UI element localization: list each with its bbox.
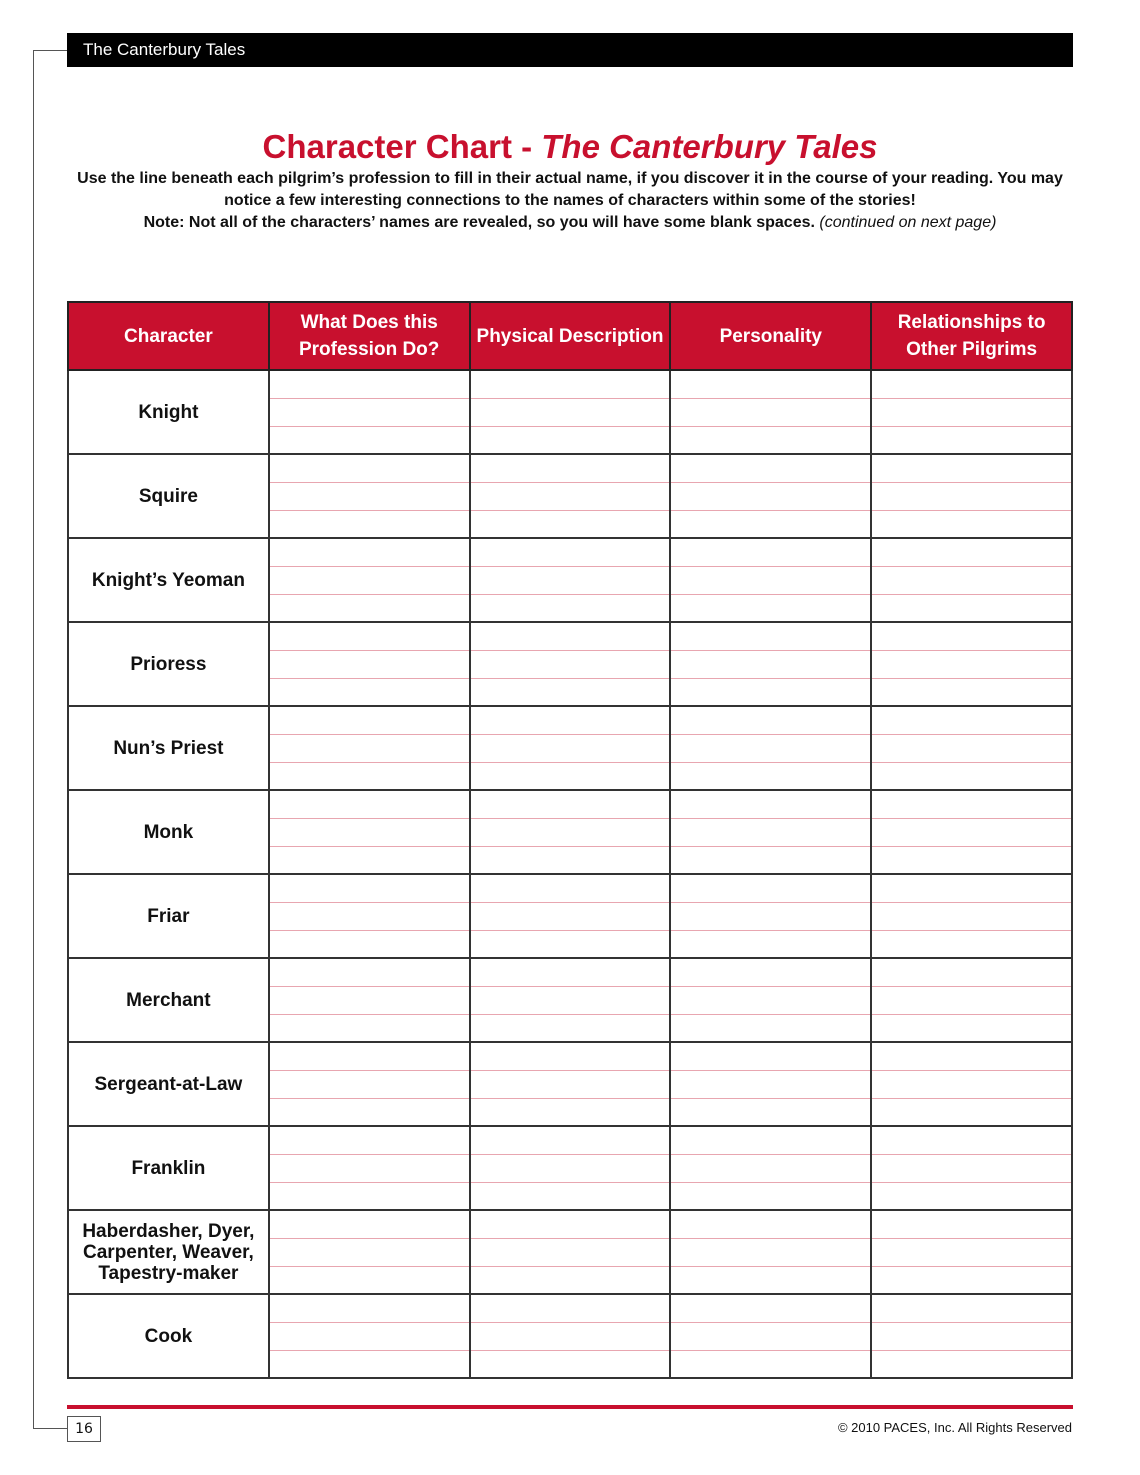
ruled-lines <box>471 1044 670 1124</box>
ruled-lines <box>671 708 870 788</box>
write-in-cell[interactable] <box>470 538 671 622</box>
ruled-lines <box>872 708 1071 788</box>
table-row <box>68 1042 1072 1126</box>
ruled-lines <box>270 1128 469 1208</box>
write-in-cell[interactable] <box>670 1126 871 1210</box>
character-name: Sergeant-at-Law <box>68 1042 269 1126</box>
write-in-cell[interactable] <box>470 958 671 1042</box>
write-in-cell[interactable] <box>670 454 871 538</box>
write-in-cell[interactable] <box>871 454 1072 538</box>
write-in-cell[interactable] <box>269 1210 470 1294</box>
ruled-lines <box>471 540 670 620</box>
ruled-lines <box>270 372 469 452</box>
column-header: Character <box>68 302 269 370</box>
write-in-cell[interactable] <box>670 790 871 874</box>
write-in-cell[interactable] <box>670 1042 871 1126</box>
ruled-lines <box>872 876 1071 956</box>
write-in-cell[interactable] <box>670 370 871 454</box>
ruled-lines <box>471 624 670 704</box>
write-in-cell[interactable] <box>470 454 671 538</box>
character-name: Squire <box>68 454 269 538</box>
write-in-cell[interactable] <box>470 1294 671 1378</box>
ruled-lines <box>671 624 870 704</box>
ruled-lines <box>671 540 870 620</box>
write-in-cell[interactable] <box>871 1042 1072 1126</box>
ruled-lines <box>872 1212 1071 1292</box>
character-name: Nun’s Priest <box>68 706 269 790</box>
ruled-lines <box>872 456 1071 536</box>
ruled-lines <box>270 1212 469 1292</box>
ruled-lines <box>671 372 870 452</box>
character-name: Friar <box>68 874 269 958</box>
table-row <box>68 538 1072 622</box>
ruled-lines <box>471 876 670 956</box>
column-header: Personality <box>670 302 871 370</box>
character-name: Prioress <box>68 622 269 706</box>
ruled-lines <box>270 1296 469 1376</box>
table-row <box>68 1294 1072 1378</box>
ruled-lines <box>471 1212 670 1292</box>
ruled-lines <box>872 792 1071 872</box>
page-title <box>0 128 1140 166</box>
ruled-lines <box>872 1128 1071 1208</box>
write-in-cell[interactable] <box>470 706 671 790</box>
title-italic: The Canterbury Tales <box>541 128 878 165</box>
continued-note: (continued on next page) <box>819 214 997 231</box>
character-name: Franklin <box>68 1126 269 1210</box>
write-in-cell[interactable] <box>269 874 470 958</box>
ruled-lines <box>270 876 469 956</box>
write-in-cell[interactable] <box>871 1210 1072 1294</box>
running-header: The Canterbury Tales <box>67 33 1073 67</box>
write-in-cell[interactable] <box>269 706 470 790</box>
write-in-cell[interactable] <box>871 958 1072 1042</box>
ruled-lines <box>270 960 469 1040</box>
ruled-lines <box>671 876 870 956</box>
ruled-lines <box>270 540 469 620</box>
instructions <box>70 168 1070 234</box>
instructions-text: Use the line beneath each pilgrim’s profession to fill in their actual name, if you discover it in the course of your reading. You may notice a few interesting connections to the names of characters within some of the stories! <box>77 170 1063 209</box>
character-name: Cook <box>68 1294 269 1378</box>
write-in-cell[interactable] <box>670 706 871 790</box>
ruled-lines <box>671 792 870 872</box>
column-header: Physical Description <box>470 302 671 370</box>
write-in-cell[interactable] <box>269 1126 470 1210</box>
character-name: Monk <box>68 790 269 874</box>
ruled-lines <box>872 540 1071 620</box>
title-prefix: Character Chart - <box>262 128 542 165</box>
ruled-lines <box>872 1044 1071 1124</box>
ruled-lines <box>471 708 670 788</box>
ruled-lines <box>471 1128 670 1208</box>
ruled-lines <box>671 1044 870 1124</box>
ruled-lines <box>872 372 1071 452</box>
margin-bracket <box>33 50 34 1429</box>
character-name: Knight’s Yeoman <box>68 538 269 622</box>
write-in-cell[interactable] <box>871 370 1072 454</box>
write-in-cell[interactable] <box>871 1294 1072 1378</box>
ruled-lines <box>872 960 1071 1040</box>
ruled-lines <box>270 456 469 536</box>
footer-rule <box>67 1405 1073 1409</box>
column-header: What Does this Profession Do? <box>269 302 470 370</box>
write-in-cell[interactable] <box>269 622 470 706</box>
table-row <box>68 874 1072 958</box>
table-row <box>68 1210 1072 1294</box>
write-in-cell[interactable] <box>871 622 1072 706</box>
margin-bracket-bottom <box>33 1428 68 1429</box>
write-in-cell[interactable] <box>871 874 1072 958</box>
table-row <box>68 370 1072 454</box>
ruled-lines <box>671 456 870 536</box>
write-in-cell[interactable] <box>269 958 470 1042</box>
ruled-lines <box>471 456 670 536</box>
ruled-lines <box>872 1296 1071 1376</box>
write-in-cell[interactable] <box>269 790 470 874</box>
write-in-cell[interactable] <box>269 538 470 622</box>
write-in-cell[interactable] <box>670 874 871 958</box>
write-in-cell[interactable] <box>670 622 871 706</box>
ruled-lines <box>671 1296 870 1376</box>
write-in-cell[interactable] <box>470 370 671 454</box>
table-row <box>68 454 1072 538</box>
ruled-lines <box>471 960 670 1040</box>
write-in-cell[interactable] <box>871 706 1072 790</box>
table-row <box>68 790 1072 874</box>
table-row <box>68 958 1072 1042</box>
write-in-cell[interactable] <box>670 538 871 622</box>
character-name: Knight <box>68 370 269 454</box>
write-in-cell[interactable] <box>269 454 470 538</box>
table-row <box>68 622 1072 706</box>
write-in-cell[interactable] <box>269 1042 470 1126</box>
write-in-cell[interactable] <box>470 1210 671 1294</box>
write-in-cell[interactable] <box>269 370 470 454</box>
ruled-lines <box>471 792 670 872</box>
character-chart <box>67 301 1073 1379</box>
copyright: © 2010 PACES, Inc. All Rights Reserved <box>837 1420 1072 1435</box>
write-in-cell[interactable] <box>470 874 671 958</box>
ruled-lines <box>270 624 469 704</box>
write-in-cell[interactable] <box>670 958 871 1042</box>
ruled-lines <box>671 1128 870 1208</box>
write-in-cell[interactable] <box>871 790 1072 874</box>
ruled-lines <box>872 624 1071 704</box>
write-in-cell[interactable] <box>871 538 1072 622</box>
table-row <box>68 706 1072 790</box>
column-header: Relationships to Other Pilgrims <box>871 302 1072 370</box>
character-name: Haberdasher, Dyer, Carpenter, Weaver, Tapestry-maker <box>68 1210 269 1294</box>
table-row <box>68 1126 1072 1210</box>
ruled-lines <box>671 1212 870 1292</box>
ruled-lines <box>671 960 870 1040</box>
ruled-lines <box>270 708 469 788</box>
ruled-lines <box>471 1296 670 1376</box>
write-in-cell[interactable] <box>470 1126 671 1210</box>
instructions-note: Note: Not all of the characters’ names are revealed, so you will have some blank spaces. <box>143 214 815 231</box>
write-in-cell[interactable] <box>670 1210 871 1294</box>
write-in-cell[interactable] <box>470 1042 671 1126</box>
ruled-lines <box>270 792 469 872</box>
write-in-cell[interactable] <box>871 1126 1072 1210</box>
write-in-cell[interactable] <box>470 790 671 874</box>
character-name: Merchant <box>68 958 269 1042</box>
margin-bracket-top <box>33 50 68 51</box>
write-in-cell[interactable] <box>670 1294 871 1378</box>
ruled-lines <box>270 1044 469 1124</box>
ruled-lines <box>471 372 670 452</box>
write-in-cell[interactable] <box>470 622 671 706</box>
page-number: 16 <box>67 1416 101 1442</box>
write-in-cell[interactable] <box>269 1294 470 1378</box>
